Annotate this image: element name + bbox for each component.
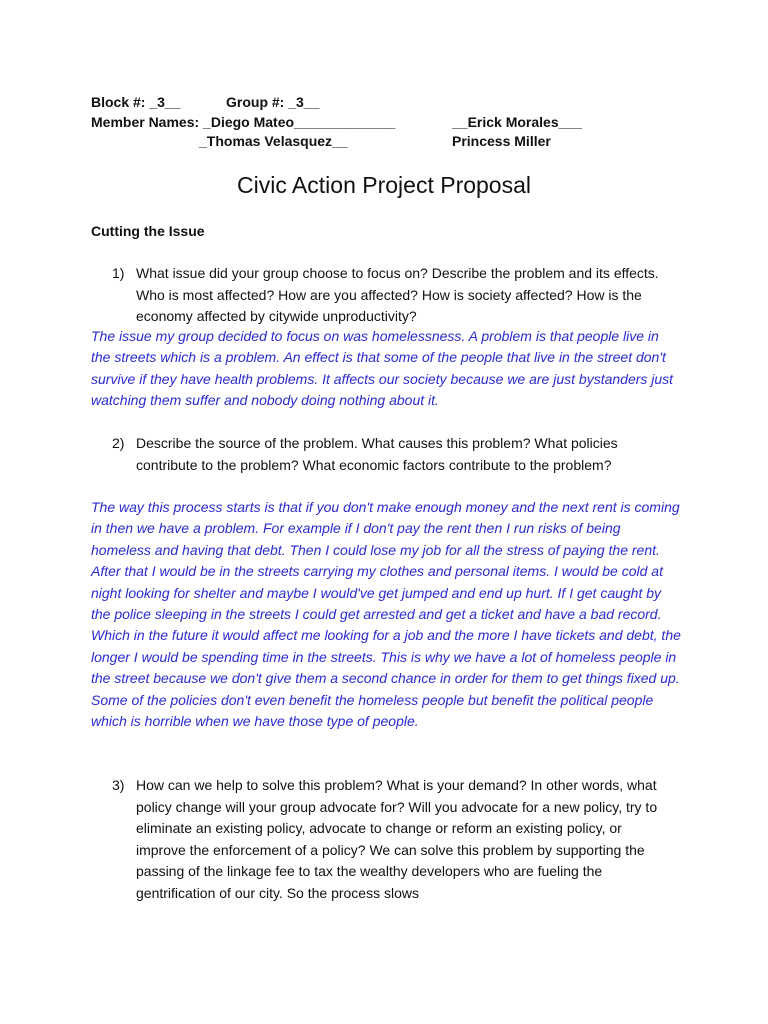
- document-title: Civic Action Project Proposal: [236, 172, 531, 198]
- question-text: Describe the source of the problem. What causes this problem? What policies contribute to the problem? What economic factors contribute to the problem?: [136, 435, 618, 473]
- member-name-erick: __Erick Morales___: [452, 114, 582, 130]
- question-text: What issue did your group choose to focus on? Describe the problem and its effects. Who is most affected? How are you affected? How is society affected? How is the economy affected by citywide unproductivity?: [136, 265, 659, 324]
- block-number: Block #: _3__: [91, 94, 181, 110]
- answer-1: The issue my group decided to focus on was homelessness. A problem is that people live in the streets which is a problem. An effect is that some of the people that live in the street don't survive if they have health problems. It affects our society because we are just bystanders just watching them suffer and nobody doing nothing about it.: [91, 328, 674, 409]
- question-2: [112, 433, 672, 476]
- question-text: How can we help to solve this problem? What is your demand? In other words, what policy change will your group advocate for? Will you advocate for a new policy, try to eliminate an existing policy, advocate to change or reform an existing policy, or improve the enforcement of a policy? We can solve this problem by supporting the passing of the linkage fee to tax the wealthy developers who are fueling the gentrification of our city. So the process slows: [136, 777, 658, 901]
- member-name-princess: Princess Miller: [452, 133, 551, 149]
- member-name-thomas: _Thomas Velasquez__: [199, 133, 348, 149]
- question-number: 3): [112, 777, 125, 793]
- question-number: 1): [112, 265, 125, 281]
- section-heading: Cutting the Issue: [91, 223, 205, 239]
- member-names-line: Member Names: _Diego Mateo_____________: [91, 114, 396, 130]
- answer-2: The way this process starts is that if you don't make enough money and the next rent is coming in then we have a problem. For example if I don't pay the rent then I run risks of being homeless and having that debt. Then I could lose my job for all the stress of paying the rent. After that I would be in the streets carrying my clothes and personal items. I would be cold at night looking for shelter and maybe I would've get jumped and end up hurt. If I get caught by the police sleeping in the streets I could get arrested and get a ticket and have a bad record. Which in the future it would affect me looking for a job and the more I have tickets and debt, the longer I would be spending time in the streets. This is why we have a lot of homeless people in the street because we don't give them a second chance in order for them to get things fixed up. Some of the policies don't even benefit the homeless people but benefit the political people which is horrible when we have those type of people.: [91, 499, 681, 730]
- question-1: [112, 263, 672, 328]
- question-3: [112, 775, 672, 904]
- group-number: Group #: _3__: [226, 94, 320, 110]
- question-number: 2): [112, 435, 125, 451]
